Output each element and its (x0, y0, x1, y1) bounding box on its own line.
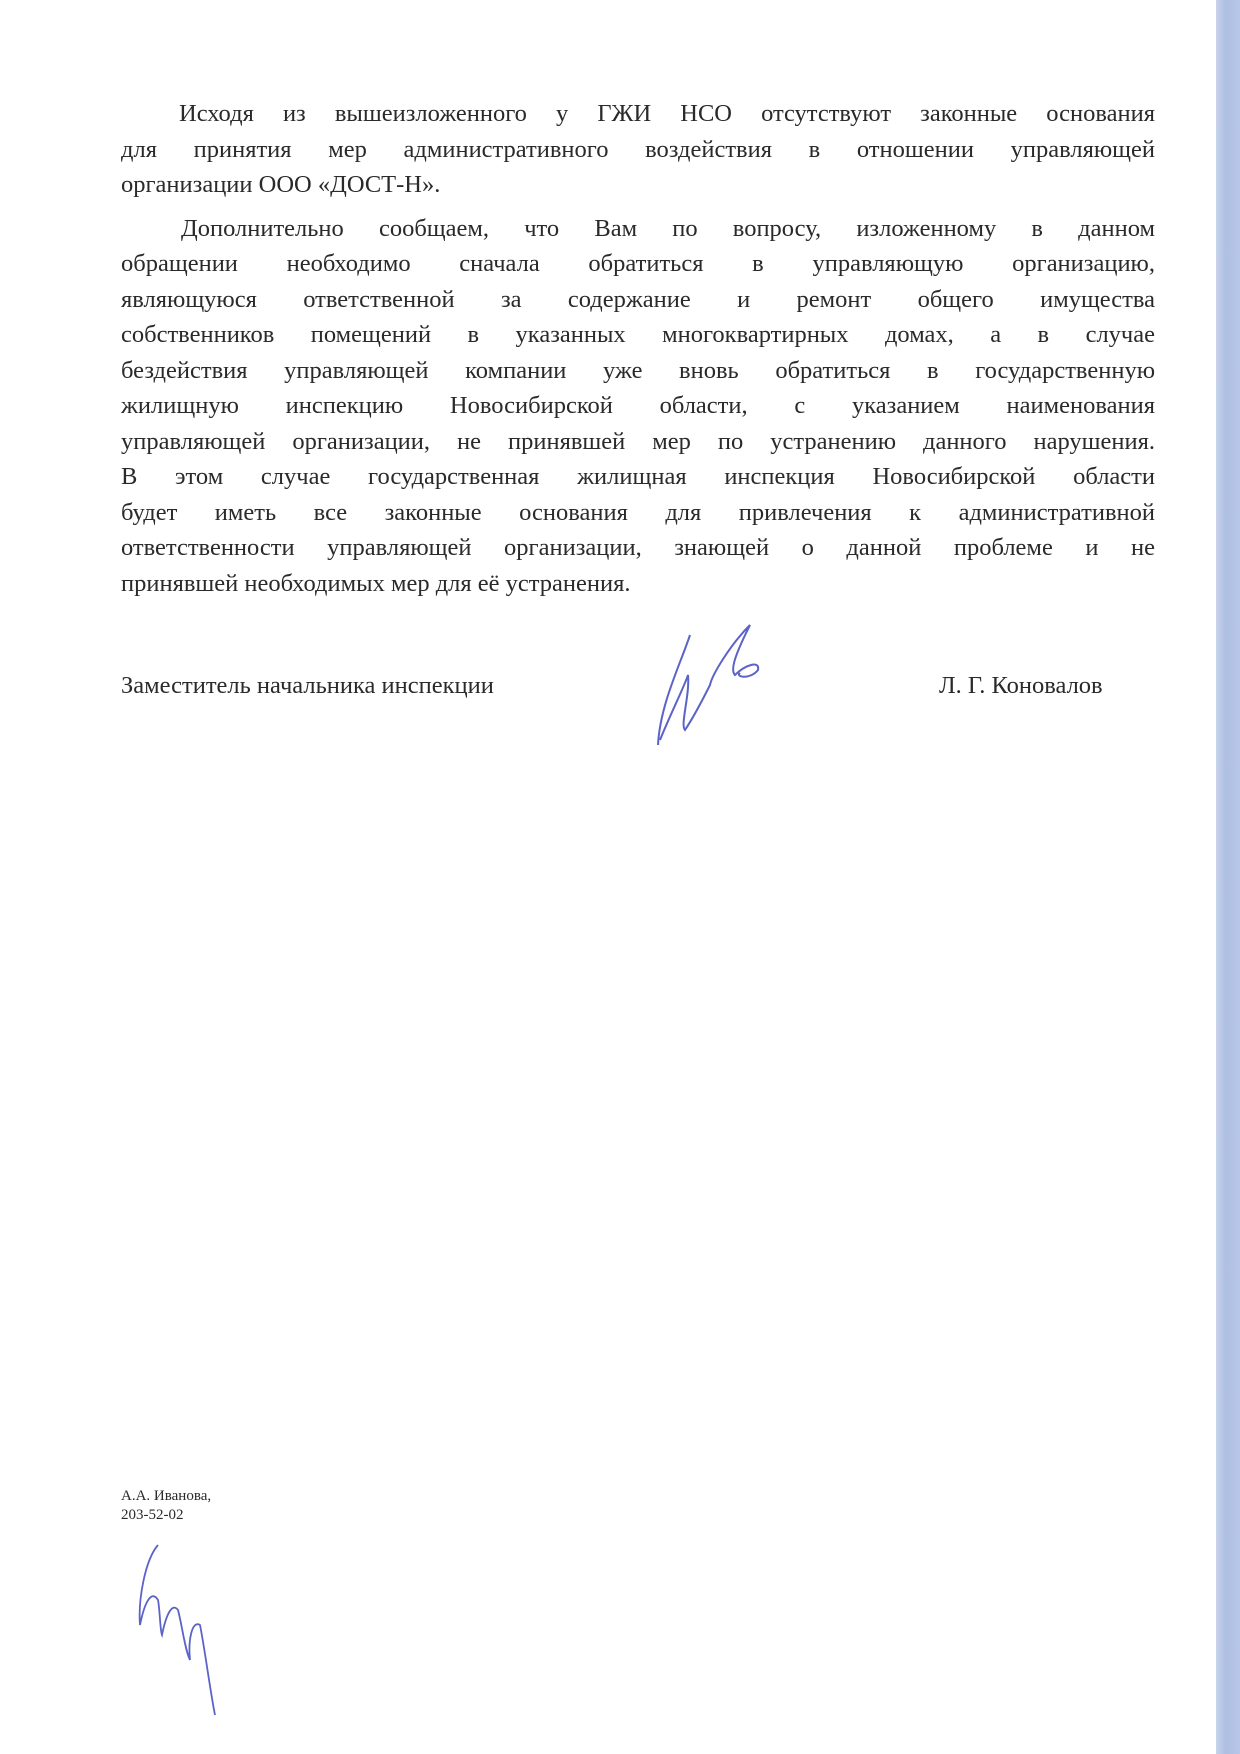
signatory-name: Л. Г. Коновалов (939, 672, 1103, 699)
scan-edge-strip (1216, 0, 1240, 1754)
signatory-position: Заместитель начальника инспекции (121, 672, 494, 699)
executor-phone: 203-52-02 (121, 1507, 184, 1523)
text-line: управляющей организации, не принявшей мер по устранению данного нарушения. (121, 427, 1155, 455)
executor-info (121, 1487, 211, 1525)
text-line: являющуюся ответственной за содержание и ремонт общего имущества (121, 285, 1155, 313)
text-line: для принятия мер административного воздействия в отношении управляющей (121, 135, 1155, 163)
initials-signature (130, 1540, 240, 1720)
text-line: собственников помещений в указанных многоквартирных домах, а в случае (121, 321, 1155, 348)
text-line: обращении необходимо сначала обратиться в управляющую организацию, (121, 250, 1155, 277)
text-line: принявшей необходимых мер для её устранения. (121, 569, 631, 597)
paragraph-1 (121, 96, 1155, 203)
text-line: ответственности управляющей организации, знающей о данной проблеме и не (121, 534, 1155, 561)
text-line: организации ООО «ДОСТ-Н». (121, 171, 441, 198)
executor-name: А.А. Иванова, (121, 1488, 212, 1504)
text-line: будет иметь все законные основания для привлечения к административной (121, 498, 1155, 526)
text-line: В этом случае государственная жилищная инспекция Новосибирской области (121, 463, 1155, 490)
paragraph-2 (121, 211, 1155, 602)
text-line: Исходя из вышеизложенного у ГЖИ НСО отсутствуют законные основания (179, 100, 1155, 127)
handwritten-signature (640, 615, 840, 755)
text-line: жилищную инспекцию Новосибирской области, с указанием наименования (121, 392, 1155, 419)
text-line: Дополнительно сообщаем, что Вам по вопросу, изложенному в данном (181, 214, 1155, 242)
letter-body (121, 96, 1155, 601)
text-line: бездействия управляющей компании уже вновь обратиться в государственную (121, 356, 1155, 384)
